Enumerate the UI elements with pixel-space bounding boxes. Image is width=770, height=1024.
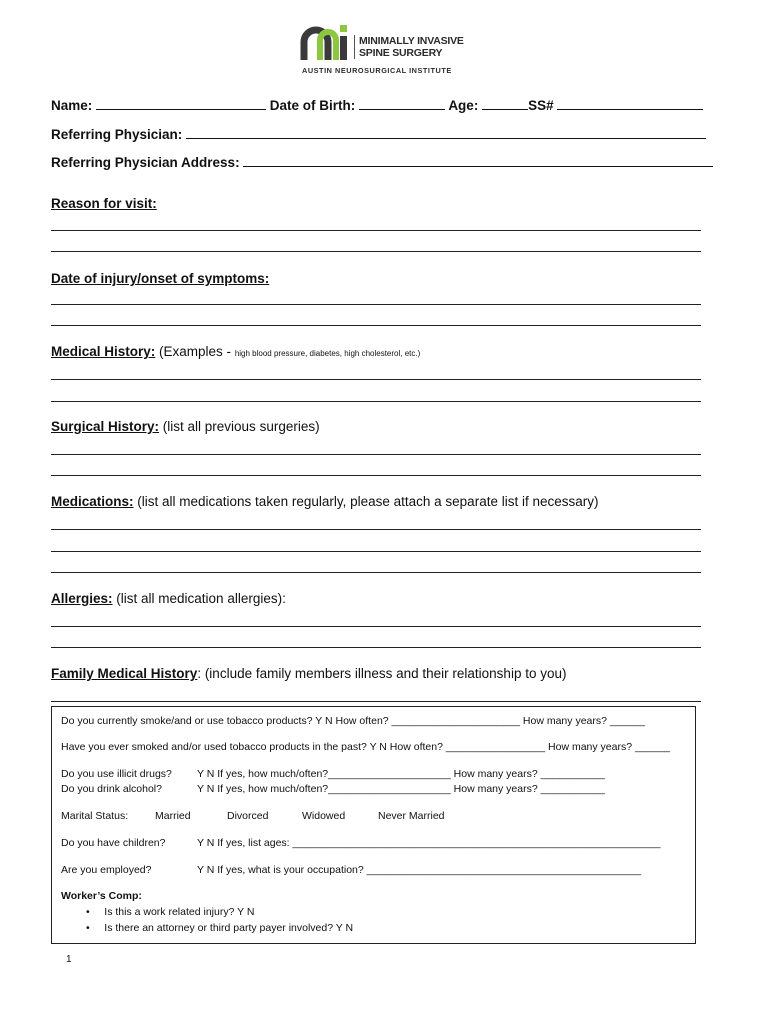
medications-sub: (list all medications taken regularly, please attach a separate list if necessary) xyxy=(133,494,599,509)
wc-item-1-label: Is this a work related injury? Y N xyxy=(104,906,255,918)
family-sub: : (include family members illness and their relationship to you) xyxy=(197,666,567,681)
bullet-icon: • xyxy=(86,922,90,934)
medications-line-3[interactable] xyxy=(51,572,701,573)
referring-address-row xyxy=(51,154,713,170)
workers-comp-heading: Worker’s Comp: xyxy=(61,890,142,902)
lifestyle-box xyxy=(51,706,696,944)
referring-row xyxy=(51,126,706,142)
marital-label: Marital Status: xyxy=(61,810,129,822)
employed-answer[interactable]: Y N If yes, what is your occupation? _______________________________________________ xyxy=(197,864,642,876)
allergies-line-1[interactable] xyxy=(51,626,701,627)
surgical-heading: Surgical History: xyxy=(51,419,160,434)
marital-option-widowed[interactable]: Widowed xyxy=(302,810,346,822)
surgical-line-2[interactable] xyxy=(51,475,701,476)
patient-info-row xyxy=(51,97,703,113)
name-label: Name: xyxy=(51,98,93,113)
alcohol-question: Do you drink alcohol? xyxy=(61,783,162,795)
allergies-sub: (list all medication allergies): xyxy=(112,591,286,606)
institute-name: AUSTIN NEUROSURGICAL INSTITUTE xyxy=(302,66,452,75)
surgical-sub: (list all previous surgeries) xyxy=(159,419,320,434)
wc-item-2[interactable] xyxy=(86,922,353,934)
referring-label: Referring Physician: xyxy=(51,127,183,142)
injury-title xyxy=(51,271,269,286)
allergies-line-2[interactable] xyxy=(51,647,701,648)
marital-option-married[interactable]: Married xyxy=(155,810,191,822)
ss-field[interactable] xyxy=(557,97,703,110)
injury-line-2[interactable] xyxy=(51,325,701,326)
dob-field[interactable] xyxy=(359,97,445,110)
reason-title xyxy=(51,196,157,211)
wc-item-2-label: Is there an attorney or third party payer involved? Y N xyxy=(104,922,354,934)
wc-item-1[interactable] xyxy=(86,906,254,918)
medications-line-1[interactable] xyxy=(51,529,701,530)
brand-line-2: SPINE SURGERY xyxy=(359,47,443,59)
medical-line-1[interactable] xyxy=(51,379,701,380)
ss-label: SS# xyxy=(528,98,554,113)
children-question: Do you have children? xyxy=(61,837,166,849)
brand-name xyxy=(354,35,464,59)
smoke-question[interactable]: Do you currently smoke/and or use tobacco products? Y N How often? ______________________ How many years? ______ xyxy=(61,715,645,727)
alcohol-answer[interactable]: Y N If yes, how much/often?_____________________ How many years? ___________ xyxy=(197,783,605,795)
ever-smoked-question[interactable]: Have you ever smoked and/or used tobacco products in the past? Y N How often? _________________ How many years? ______ xyxy=(61,741,671,753)
injury-line-1[interactable] xyxy=(51,304,701,305)
age-field[interactable] xyxy=(482,97,528,110)
page-number: 1 xyxy=(66,954,72,965)
drugs-question: Do you use illicit drugs? xyxy=(61,768,172,780)
surgical-title xyxy=(51,419,320,434)
medications-heading: Medications: xyxy=(51,494,134,509)
name-field[interactable] xyxy=(96,97,266,110)
employed-question: Are you employed? xyxy=(61,864,152,876)
ani-logo-mark-icon xyxy=(300,22,352,66)
family-title xyxy=(51,666,566,681)
surgical-line-1[interactable] xyxy=(51,454,701,455)
medical-sub: (Examples - xyxy=(155,344,235,359)
medications-title xyxy=(51,494,598,509)
reason-heading: Reason for visit: xyxy=(51,196,157,211)
bullet-icon: • xyxy=(86,906,90,918)
marital-option-divorced[interactable]: Divorced xyxy=(227,810,269,822)
family-line-1[interactable] xyxy=(51,701,701,702)
medications-line-2[interactable] xyxy=(51,551,701,552)
age-label: Age: xyxy=(448,98,479,113)
medical-line-2[interactable] xyxy=(51,401,701,402)
referring-address-label: Referring Physician Address: xyxy=(51,155,240,170)
referring-address-field[interactable] xyxy=(243,154,713,167)
allergies-heading: Allergies: xyxy=(51,591,113,606)
reason-line-1[interactable] xyxy=(51,230,701,231)
marital-option-never-married[interactable]: Never Married xyxy=(378,810,445,822)
medical-heading: Medical History: xyxy=(51,344,156,359)
injury-heading: Date of injury/onset of symptoms: xyxy=(51,271,270,286)
medical-title xyxy=(51,344,420,359)
referring-field[interactable] xyxy=(186,126,706,139)
children-answer[interactable]: Y N If yes, list ages: _______________________________________________________________ xyxy=(197,837,661,849)
medical-examples: high blood pressure, diabetes, high cholesterol, etc.) xyxy=(234,349,421,358)
brand-line-1: MINIMALLY INVASIVE xyxy=(359,35,464,47)
reason-line-2[interactable] xyxy=(51,251,701,252)
drugs-answer[interactable]: Y N If yes, how much/often?_____________________ How many years? ___________ xyxy=(197,768,605,780)
allergies-title xyxy=(51,591,286,606)
dob-label: Date of Birth: xyxy=(269,98,356,113)
family-heading: Family Medical History xyxy=(51,666,198,681)
logo xyxy=(298,20,468,80)
